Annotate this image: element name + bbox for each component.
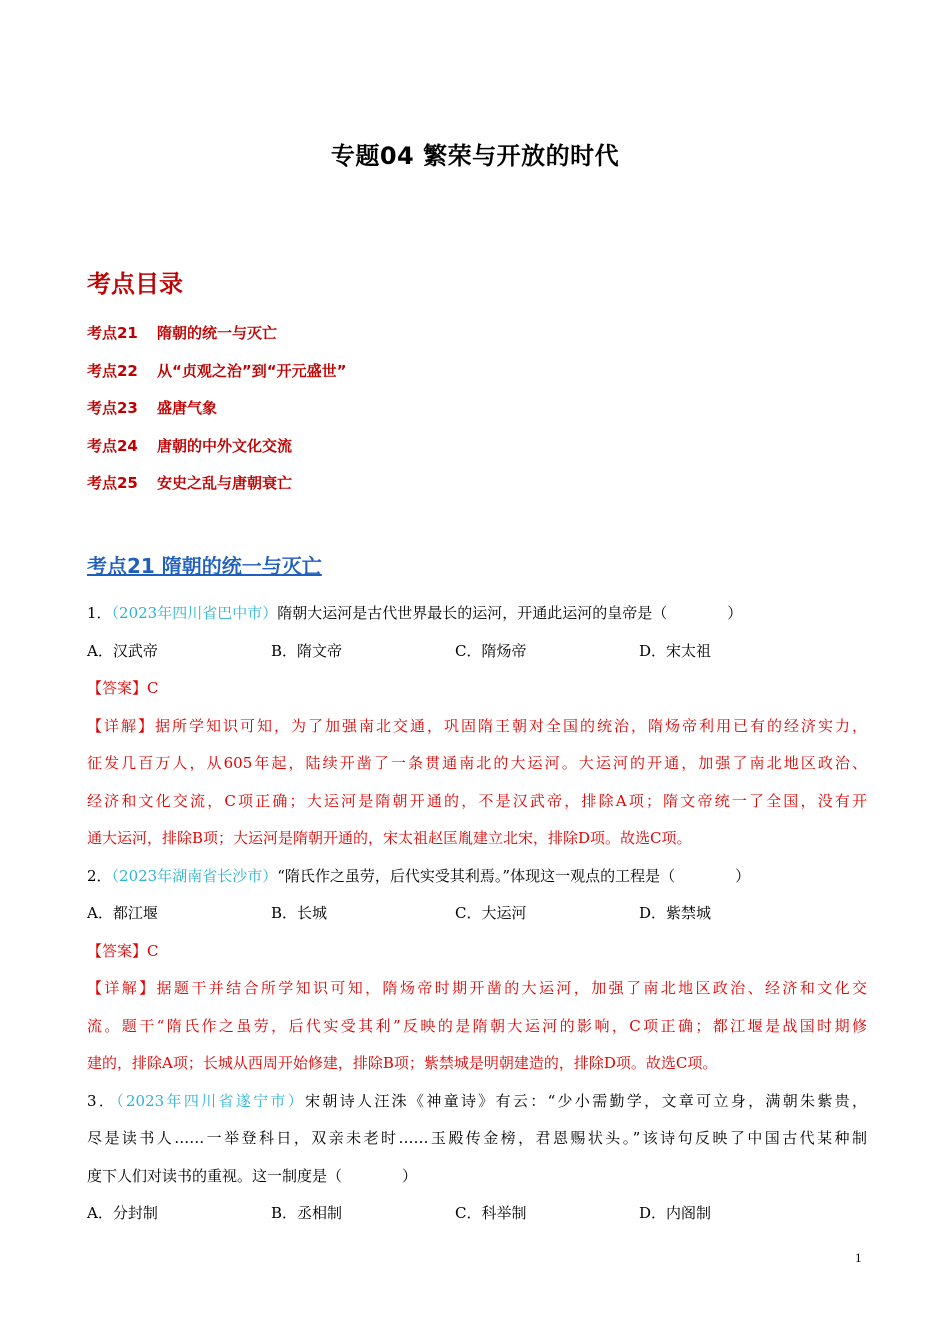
option-d: D．紫禁城 [639, 904, 712, 922]
answer-value: C [147, 941, 159, 960]
toc-item-num: 考点24 [87, 436, 138, 455]
question-2-explain-line: 建的，排除A项；长城从西周开始修建，排除B项；紫禁城是明朝建造的，排除D项。故选C项。 [87, 1054, 718, 1072]
question-1-answer [87, 675, 867, 713]
option-c: C．大运河 [455, 904, 527, 922]
question-source: （2023年四川省巴中市） [111, 604, 278, 622]
question-text: “隋氏作之虽劳，后代实受其利焉。”体现这一观点的工程是（ ） [277, 866, 751, 885]
question-number: 3． [87, 1091, 117, 1110]
answer-value: C [147, 679, 159, 697]
toc-list [87, 322, 346, 510]
toc-item-label: 隋朝的统一与灭亡 [157, 324, 278, 342]
question-content [87, 600, 867, 1238]
option-b: B．丞相制 [271, 1204, 343, 1222]
question-source: （2023年湖南省长沙市） [111, 866, 278, 885]
option-c: C．科举制 [455, 1204, 527, 1222]
option-a: A．汉武帝 [87, 641, 158, 660]
explain-tag: 【详解】 [87, 716, 155, 735]
toc-item-num: 考点22 [87, 361, 138, 380]
toc-item-label: 安史之乱与唐朝衰亡 [157, 474, 293, 492]
toc-item-num: 考点21 [87, 324, 138, 342]
toc-item-label: 唐朝的中外文化交流 [157, 436, 293, 455]
explain-text: 据题干并结合所学知识可知，隋炀帝时期开凿的大运河，加强了南北地区政治、经济和文化交 [156, 979, 867, 997]
question-1-explain-line: 经济和文化交流，C项正确；大运河是隋朝开通的，不是汉武帝，排除A项；隋文帝统一了全国，没有开 [87, 791, 867, 810]
question-3-options [87, 1200, 867, 1238]
question-3-stem [87, 1088, 867, 1126]
section-heading-link[interactable]: 考点21 隋朝的统一与灭亡 [87, 554, 322, 578]
question-1-options [87, 638, 867, 676]
page-number: 1 [855, 1250, 862, 1265]
option-a: A．分封制 [87, 1204, 158, 1222]
answer-tag: 【答案】 [87, 941, 148, 960]
question-1-stem [87, 600, 867, 638]
question-1-explain-line: 征发几百万人，从605年起，陆续开凿了一条贯通南北的大运河。大运河的开通，加强了南北地区政治、 [87, 754, 867, 772]
toc-item[interactable] [87, 397, 346, 435]
option-b: B．长城 [271, 904, 328, 922]
toc-item-num: 考点25 [87, 474, 138, 492]
question-2-explain-line: 流。题干“隋氏作之虽劳，后代实受其利”反映的是隋朝大运河的影响，C项正确；都江堰是战国时期修 [87, 1016, 867, 1035]
toc-item-label: 从“贞观之治”到“开元盛世” [157, 361, 347, 380]
option-d: D．宋太祖 [639, 641, 712, 660]
toc-item[interactable] [87, 322, 346, 360]
question-2-stem [87, 863, 867, 901]
option-a: A．都江堰 [87, 904, 158, 922]
option-b: B．隋文帝 [271, 641, 343, 660]
question-2-explain-line [87, 975, 867, 1013]
question-source: （2023年四川省遂宁市） [116, 1091, 306, 1110]
toc-item[interactable] [87, 472, 346, 510]
question-1-explain-line: 通大运河，排除B项；大运河是隋朝开通的，宋太祖赵匡胤建立北宋，排除D项。故选C项。 [87, 829, 692, 847]
question-2-answer [87, 938, 867, 976]
question-number: 2． [87, 866, 112, 885]
question-text: 隋朝大运河是古代世界最长的运河，开通此运河的皇帝是（ ） [277, 604, 743, 622]
question-2-options [87, 900, 867, 938]
page-title: 专题04 繁荣与开放的时代 [330, 142, 620, 170]
question-1-explain-line [87, 713, 867, 751]
answer-tag: 【答案】 [87, 679, 148, 697]
toc-heading: 考点目录 [87, 270, 183, 298]
question-3-stem-line: 尽是读书人……一举登科日，双亲未老时……玉殿传金榜，君恩赐状头。”该诗句反映了中国古代某种制 [87, 1129, 867, 1147]
option-c: C．隋炀帝 [455, 641, 527, 660]
option-d: D．内阁制 [639, 1204, 712, 1222]
toc-item[interactable] [87, 435, 346, 473]
explain-tag: 【详解】 [87, 979, 157, 997]
toc-item-label: 盛唐气象 [157, 399, 218, 417]
question-3-stem-line: 度下人们对读书的重视。这一制度是（ ） [87, 1166, 418, 1185]
question-number: 1． [87, 604, 112, 622]
explain-text: 据所学知识可知，为了加强南北交通，巩固隋王朝对全国的统治，隋炀帝利用已有的经济实力， [155, 716, 867, 735]
toc-item-num: 考点23 [87, 399, 138, 417]
question-text: 宋朝诗人汪洙《神童诗》有云：“少小需勤学，文章可立身，满朝朱紫贵， [305, 1091, 867, 1110]
toc-item[interactable] [87, 360, 346, 398]
